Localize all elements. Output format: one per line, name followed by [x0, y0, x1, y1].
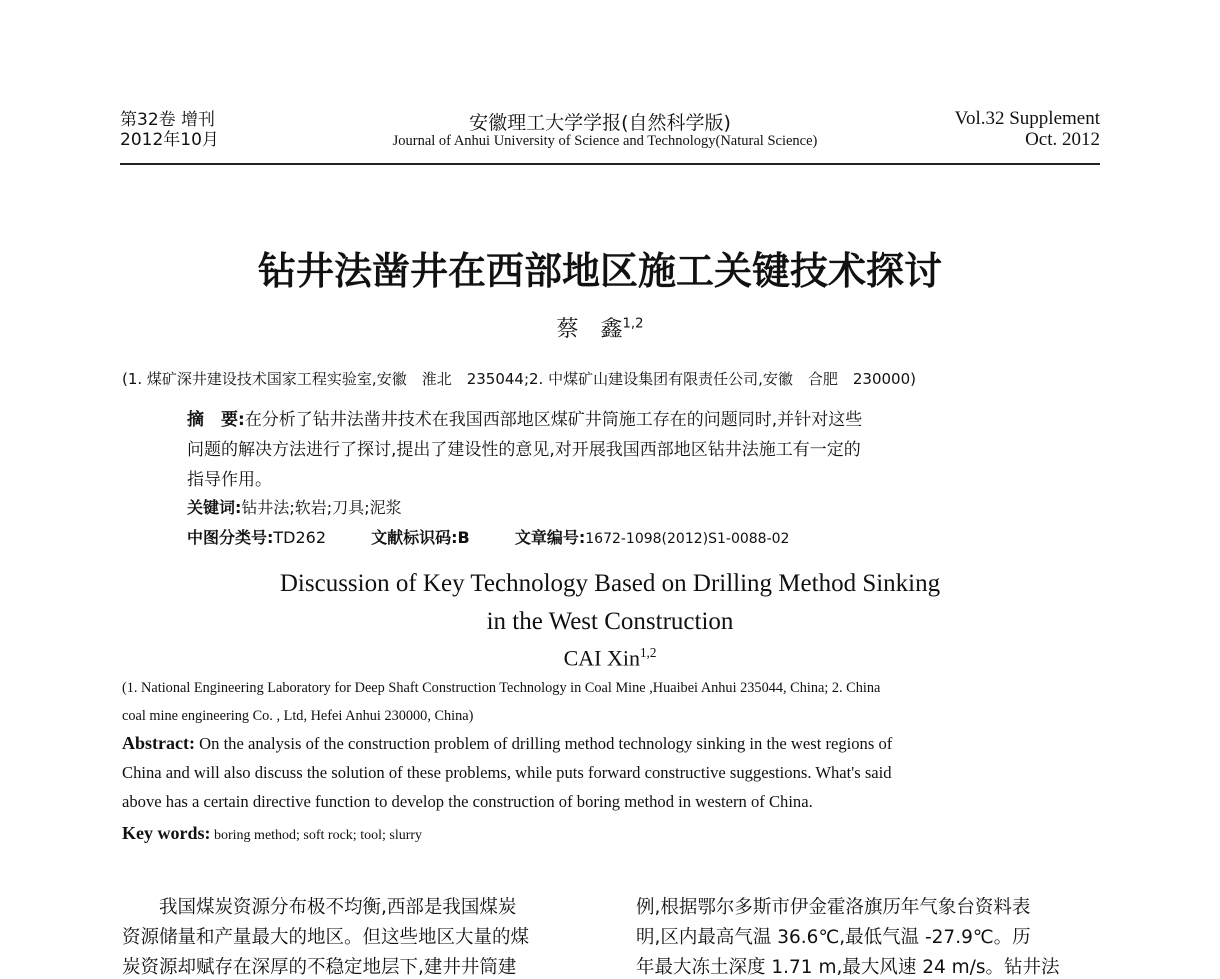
doc-code-label: 文献标识码:: [371, 528, 458, 547]
title-en-line2: in the West Construction: [486, 608, 734, 635]
abstract-cn-line: 指导作用。: [187, 470, 272, 490]
title-cn: 钻井法凿井在西部地区施工关键技术探讨: [257, 249, 942, 293]
abstract-en-line: [122, 733, 892, 754]
author-sup: 1,2: [622, 316, 644, 332]
body-left-line: 炭资源却赋存在深厚的不稳定地层下,建井井筒建: [122, 957, 517, 978]
title-en-line1: Discussion of Key Technology Based on Drilling Method Sinking: [279, 570, 941, 597]
journal-cn: 安徽理工大学学报(自然科学版): [469, 112, 731, 134]
abstract-en-line: above has a certain directive function to develop the construction of boring method in western of China.: [122, 792, 813, 811]
date-en: Oct. 2012: [1025, 129, 1100, 150]
body-left-line: 我国煤炭资源分布极不均衡,西部是我国煤炭: [122, 897, 517, 918]
keywords-cn-label: 关键词:: [187, 498, 242, 517]
affiliation-en: coal mine engineering Co. , Ltd, Hefei Anhui 230000, China): [122, 708, 474, 724]
keywords-en-value: boring method; soft rock; tool; slurry: [214, 828, 423, 843]
body-left-line: 资源储量和产量最大的地区。但这些地区大量的煤: [122, 927, 530, 948]
author-cn: [0, 312, 1200, 343]
abstract-cn-line: [187, 405, 862, 430]
classification-line: [187, 525, 789, 548]
volume-en: Vol.32 Supplement: [954, 108, 1100, 129]
journal-en: Journal of Anhui University of Science and Technology(Natural Science): [392, 133, 818, 149]
abstract-cn-label: 摘 要:: [187, 410, 245, 430]
body-right-line: 年最大冻土深度 1.71 m,最大风速 24 m/s。钻井法: [636, 957, 1060, 978]
clc-label: 中图分类号:: [187, 528, 274, 547]
author-en-sup: 1,2: [639, 645, 657, 660]
author-name: 蔡 鑫: [556, 317, 623, 342]
body-right-line: 明,区内最高气温 36.6℃,最低气温 -27.9℃。历: [636, 927, 1031, 948]
doc-code-value: B: [457, 528, 470, 547]
abstract-cn-text: 在分析了钻井法凿井技术在我国西部地区煤矿井筒施工存在的问题同时,并针对这些: [244, 410, 863, 430]
body-right-line: 例,根据鄂尔多斯市伊金霍洛旗历年气象台资料表: [636, 897, 1031, 918]
article-no-value: 1672-1098(2012)S1-0088-02: [585, 531, 790, 547]
keywords-cn: [187, 495, 402, 518]
abstract-en-label: Abstract:: [122, 733, 195, 753]
abstract-en-line: China and will also discuss the solution of these problems, while puts forward constructive suggestions. What's said: [122, 763, 892, 782]
abstract-en-text: On the analysis of the construction problem of drilling method technology sinking in the west regions of: [199, 734, 893, 753]
keywords-en: [122, 823, 422, 844]
affiliation-en: (1. National Engineering Laboratory for Deep Shaft Construction Technology in Coal Mine ,Huaibei Anhui 235044, China; 2. China: [122, 680, 881, 696]
article-no-label: 文章编号:: [514, 528, 586, 547]
header-rule: [120, 163, 1100, 165]
clc-value: TD262: [273, 528, 327, 547]
author-en: [0, 645, 1220, 671]
author-en-name: CAI Xin: [563, 645, 640, 671]
keywords-cn-value: 钻井法;软岩;刀具;泥浆: [241, 498, 402, 517]
abstract-cn-line: 问题的解决方法进行了探讨,提出了建设性的意见,对开展我国西部地区钻井法施工有一定的: [187, 440, 861, 460]
date-cn: 2012年10月: [120, 130, 219, 150]
affiliation-cn: (1. 煤矿深井建设技术国家工程实验室,安徽 淮北 235044;2. 中煤矿山建设集团有限责任公司,安徽 合肥 230000): [122, 370, 916, 388]
keywords-en-label: Key words:: [122, 823, 211, 843]
volume-cn: 第32卷 增刊: [120, 110, 216, 130]
